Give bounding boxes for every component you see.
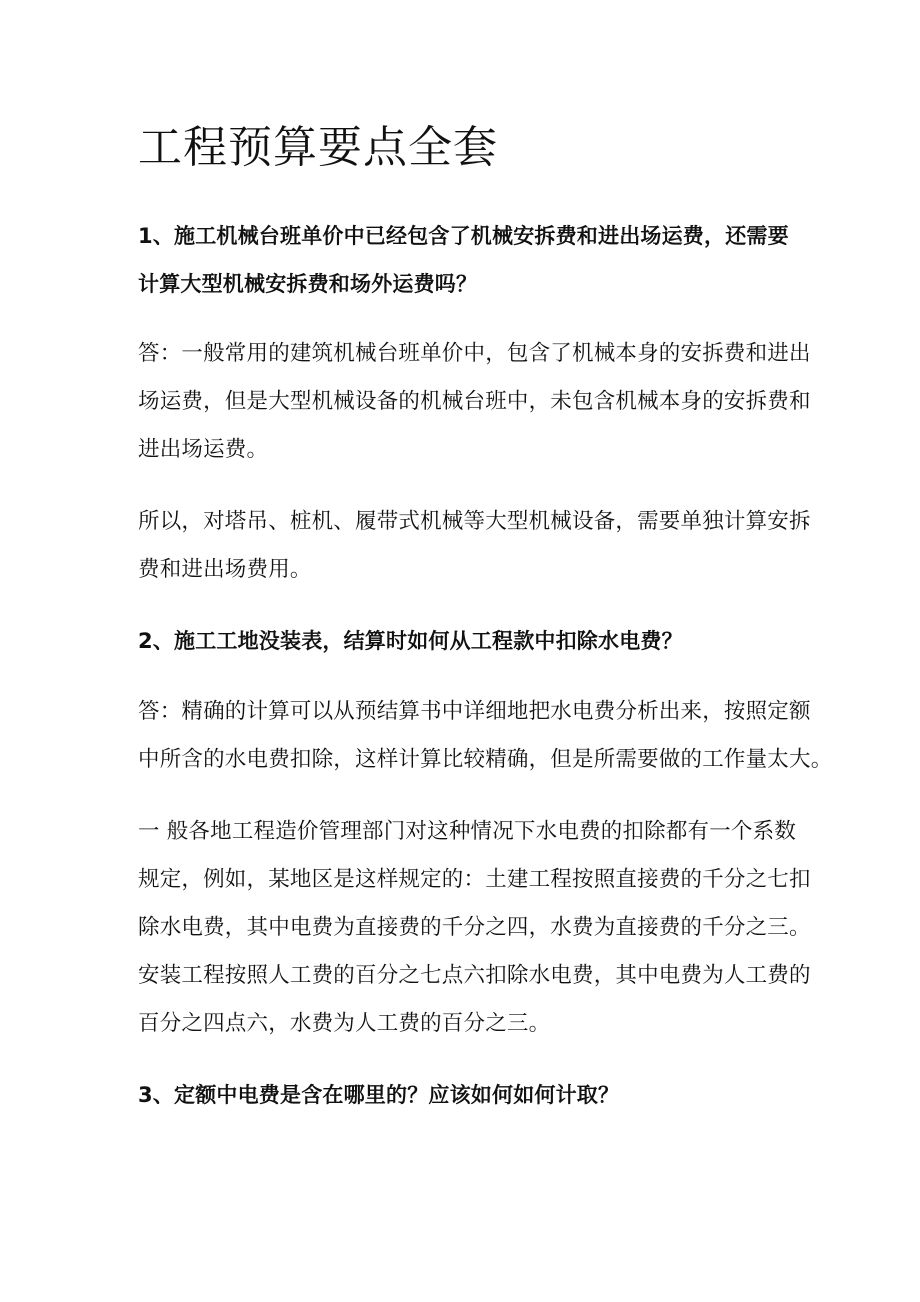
answer-2-p1-line-1: 答：精确的计算可以从预结算书中详细地把水电费分析出来，按照定额 — [138, 699, 811, 724]
answer-1-p1-line-2: 场运费，但是大型机械设备的机械台班中，未包含机械本身的安拆费和 — [138, 389, 811, 414]
answer-2-p2-line-3: 除水电费，其中电费为直接费的千分之四，水费为直接费的千分之三。 — [138, 915, 811, 940]
question-2-line-1: 2、施工工地没装表，结算时如何从工程款中扣除水电费？ — [138, 629, 683, 653]
answer-1-p1-line-3: 进出场运费。 — [138, 437, 269, 462]
answer-1-p2-line-1: 所以，对塔吊、桩机、履带式机械等大型机械设备，需要单独计算安拆 — [138, 509, 811, 534]
answer-1-p1-line-1: 答：一般常用的建筑机械台班单价中，包含了机械本身的安拆费和进出 — [138, 341, 811, 366]
answer-2-p2-line-4: 安装工程按照人工费的百分之七点六扣除水电费，其中电费为人工费的 — [138, 963, 811, 988]
question-1-line-1: 1、施工机械台班单价中已经包含了机械安拆费和进出场运费，还需要 — [138, 224, 789, 248]
answer-1-paragraph-1 — [138, 330, 811, 474]
answer-2-p2-line-5: 百分之四点六，水费为人工费的百分之三。 — [138, 1011, 551, 1036]
answer-2-p2-line-2: 规定，例如，某地区是这样规定的：土建工程按照直接费的千分之七扣 — [138, 867, 811, 892]
question-1 — [138, 212, 798, 308]
question-3-line-1: 3、定额中电费是含在哪里的？应该如何如何计取？ — [138, 1083, 620, 1107]
answer-2-p2-line-1: 一 般各地工程造价管理部门对这种情况下水电费的扣除都有一个系数 — [138, 819, 797, 844]
document-title: 工程预算要点全套 — [138, 122, 498, 173]
question-1-line-2: 计算大型机械安拆费和场外运费吗？ — [138, 272, 478, 296]
question-2 — [138, 617, 798, 665]
answer-2-p1-line-2: 中所含的水电费扣除，这样计算比较精确，但是所需要做的工作量太大。 — [138, 747, 833, 772]
answer-2-paragraph-1 — [138, 688, 833, 784]
answer-2-paragraph-2 — [138, 808, 811, 1048]
answer-1-paragraph-2 — [138, 498, 811, 594]
question-3 — [138, 1071, 798, 1119]
answer-1-p2-line-2: 费和进出场费用。 — [138, 557, 312, 582]
